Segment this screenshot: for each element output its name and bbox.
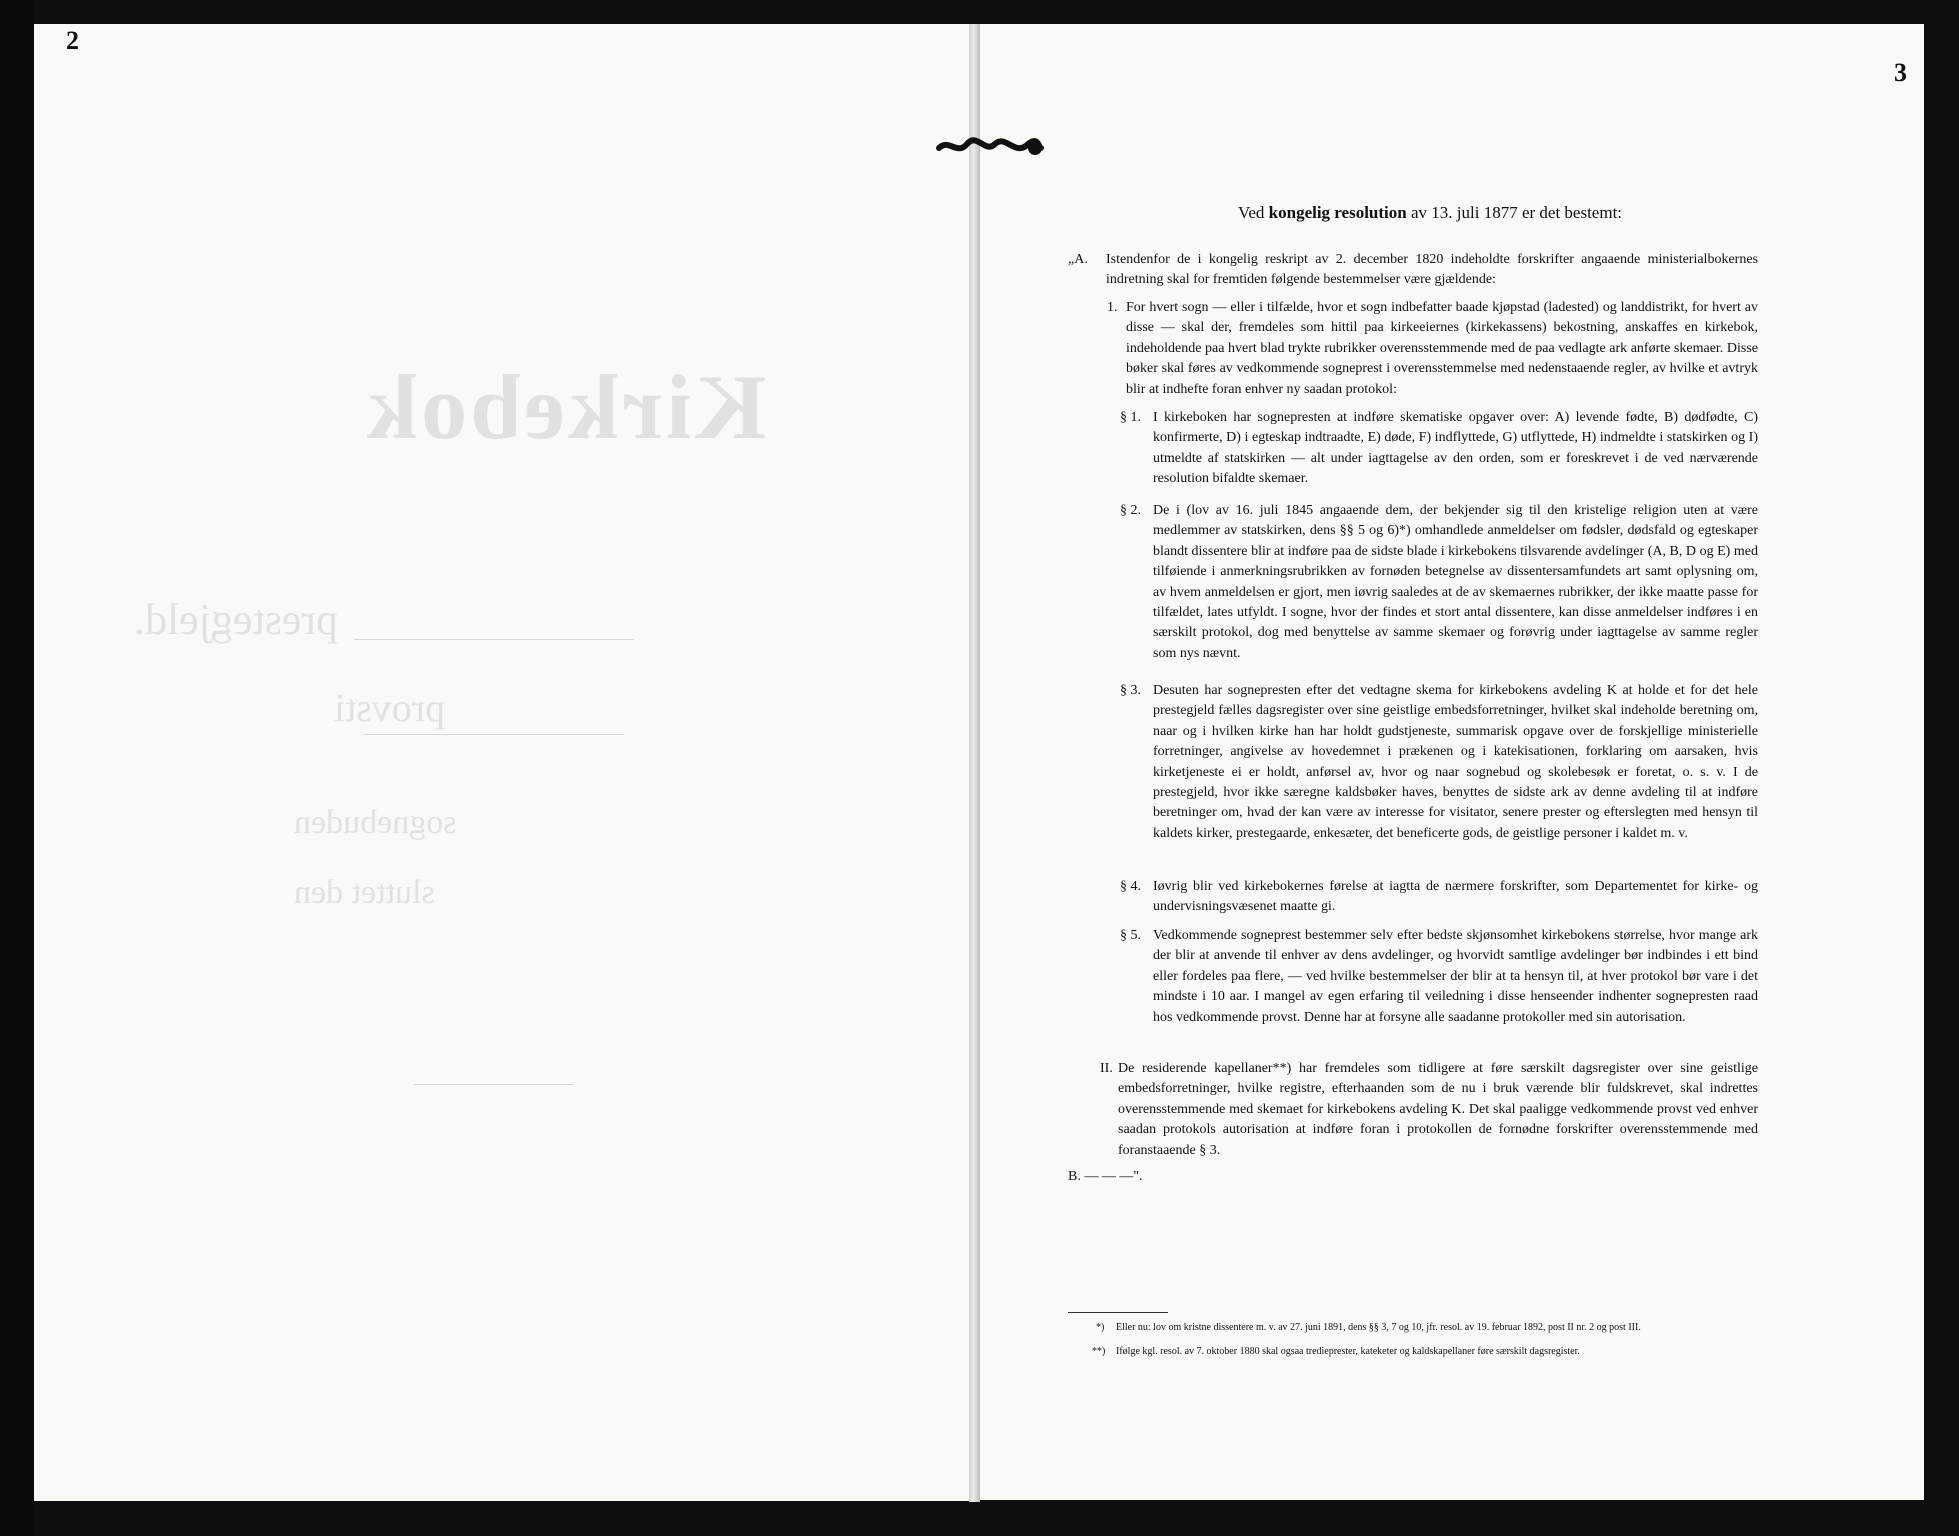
paragraph-1-text: I kirkeboken har sognepresten at indføre skematiske opgaver over: A) levende fødte, B) dødfødte, C) konfirmerte, D) i egteskap indtraadte, E) døde, F) indflyttede, G) utflyttede, H) indmeldte i statskirken og I) utmeldte af statskirken — alt under iagttagelse av den orden, som er foreskrevet i de ved nærværende resolution bifaldte skemaer. <box>1153 410 1758 487</box>
paragraph-2-label: § 2. <box>1120 503 1141 518</box>
item-2-label: II. <box>1100 1061 1113 1076</box>
heading-prefix: Ved <box>1237 203 1265 222</box>
paragraph-3-text: Desuten har sognepresten efter det vedtagne skema for kirkebokens avdeling K at holde et for det hele prestegjeld fælles dagsregister over sine geistlige embedsforretninger, hvilket skal indeholde beretning om, naar og i hvilken kirke han har holdt gudstjeneste, summarisk opgave over de forskjellige ministerielle forretninger, angivelse av hovedemnet i prækenen og i katekisationen, forklaring om aarsaken, hvis kirketjeneste ei er holdt, anførsel av, hvor og naar sognebud og skolebesøk er foretat, o. s. v. I de prestegjeld, hvor ikke særegne kaldsbøker haves, benyttes de sidste ark av denne avdeling til at indføre beretninger om, hvad der kan være av interesse for visitator, senere prester og efterslegten med hensyn til kaldets kirker, prestegaarde, enkesæter, det beneficerte gods, de geistlige personer i kaldet m. v. <box>1153 683 1758 841</box>
heading-suffix: av 13. juli 1877 er det bestemt: <box>1410 203 1623 222</box>
paragraph-4-label: § 4. <box>1120 879 1141 894</box>
bleed-through-line: sluttet den <box>294 874 435 911</box>
paragraph-5-label: § 5. <box>1120 928 1141 943</box>
bleed-through-title: Kirkebok <box>364 356 767 458</box>
scan-dark-edge <box>0 0 34 1536</box>
footnote-1: Eller nu: lov om kristne dissentere m. v. av 27. juni 1891, dens §§ 3, 7 og 10, jfr. resol. av 19. februar 1892, post II nr. 2 og post III. <box>1116 1322 1641 1333</box>
item-1-label: 1. <box>1107 300 1118 315</box>
item-1-text: For hvert sogn — eller i tilfælde, hvor et sogn indbefatter baade kjøpstad (ladested) og landdistrikt, for hvert av disse — skal der, fremdeles som hittil paa kirkeeiernes (kirkekassens) bekostning, anskaffes en kirkebok, indeholdende paa hvert blad trykte rubrikker overensstemmende med de paa vedlagte ark anførte skemaer. Disse bøker skal føres av vedkommende sogneprest i overensstemmelse med nedenstaaende regler, av hvilke et avtryk blir at indhefte foran enhver ny saadan protokol: <box>1126 300 1758 397</box>
bleed-through-line: prestegjeld. <box>134 595 339 644</box>
item-2-text: De residerende kapellaner**) har fremdeles som tidligere at føre særskilt dagsregister over sine geistlige embedsforretninger, hvilke registre, efterhaanden som de nu i bruk værende blir fuldskrevet, skal indrettes overensstemmende med skemaet for kirkebokens avdeling K. Det skal paaligge vedkommende provst ved enhver saadan protokols autorisation at indføre foran i protokollen de fornødne forskrifter overensstemmende med foranstaaende § 3. <box>1118 1061 1758 1158</box>
footnote-2: Ifølge kgl. resol. av 7. oktober 1880 skal ogsaa tredieprester, kateketer og kaldskapellaner føre særskilt dagsregister. <box>1116 1346 1580 1357</box>
bleed-through-rule <box>414 1084 574 1085</box>
paragraph-5-text: Vedkommende sogneprest bestemmer selv efter bedste skjønsomhet kirkebokens størrelse, hvor mange ark der blir at anvende til enhver av dens avdelinger, og hvorvidt samtlige avdelinger bør indbindes i ett bind eller fordeles paa flere, — ved hvilke bestemmelser der blir at ta hensyn til, at hver protokol bør vare i det mindste i 10 aar. I mangel av egen erfaring til veiledning i disse henseender indhenter sognepresten raad hos vedkommende provst. Denne har at forsyne alle saadanne protokoller med sin autorisation. <box>1153 928 1758 1025</box>
section-a-text: Istendenfor de i kongelig reskript av 2. december 1820 indeholdte forskrifter angaaende ministerialbokernes indretning skal for fremtiden følgende bestemmelser være gjældende: <box>1106 252 1758 288</box>
heading-bold: kongelig resolution <box>1268 203 1407 222</box>
ink-stamp-icon <box>935 132 1045 162</box>
left-page <box>34 24 969 1501</box>
footnote-rule <box>1068 1312 1168 1313</box>
section-b: B. — — —". <box>1068 1169 1143 1184</box>
left-page-number: 2 <box>66 26 79 55</box>
book-spine <box>969 24 980 1502</box>
footnote-2-mark: **) <box>1092 1346 1106 1357</box>
bleed-through-line: sognebuden <box>294 804 457 841</box>
footnote-1-mark: *) <box>1096 1322 1105 1333</box>
bleed-through-rule <box>354 639 634 640</box>
bleed-through-line: provsti <box>334 685 446 730</box>
paragraph-3-label: § 3. <box>1120 683 1141 698</box>
paragraph-4-text: Iøvrig blir ved kirkebokernes førelse at iagtta de nærmere forskrifter, som Departementet for kirke- og undervisningsvæsenet maatte gi. <box>1153 879 1758 915</box>
bleed-through-rule <box>364 734 624 735</box>
page-heading <box>1000 203 1860 223</box>
paragraph-1-label: § 1. <box>1120 410 1141 425</box>
right-page-number: 3 <box>1894 58 1907 87</box>
paragraph-2-text: De i (lov av 16. juli 1845 angaaende dem, der bekjender sig til den kristelige religion uten at være medlemmer av statskirken, dens §§ 5 og 6)*) omhandlede anmeldelser om fødsler, dødsfald og egteskaper blandt dissentere blir at indføre paa de sidste blade i kirkebokens tilsvarende avdelinger (A, B, D og E) med tilføiende i anmerkningsrubrikken av fornøden betegnelse av dissentersamfundets art samt oplysning om, av hvem anmeldelsen er gjort, men iøvrig saaledes at de av skemaernes rubrikker, der ikke maatte passe for tilfældet, lates utfyldt. I sogne, hvor der findes et stort antal dissentere, kan disse anmeldelser indføres i en særskilt protokol, dog med benyttelse av samme skemaer og forøvrig under iagttagelse av samme regler som nys nævnt. <box>1153 503 1758 661</box>
section-a-label: „A. <box>1068 252 1088 267</box>
